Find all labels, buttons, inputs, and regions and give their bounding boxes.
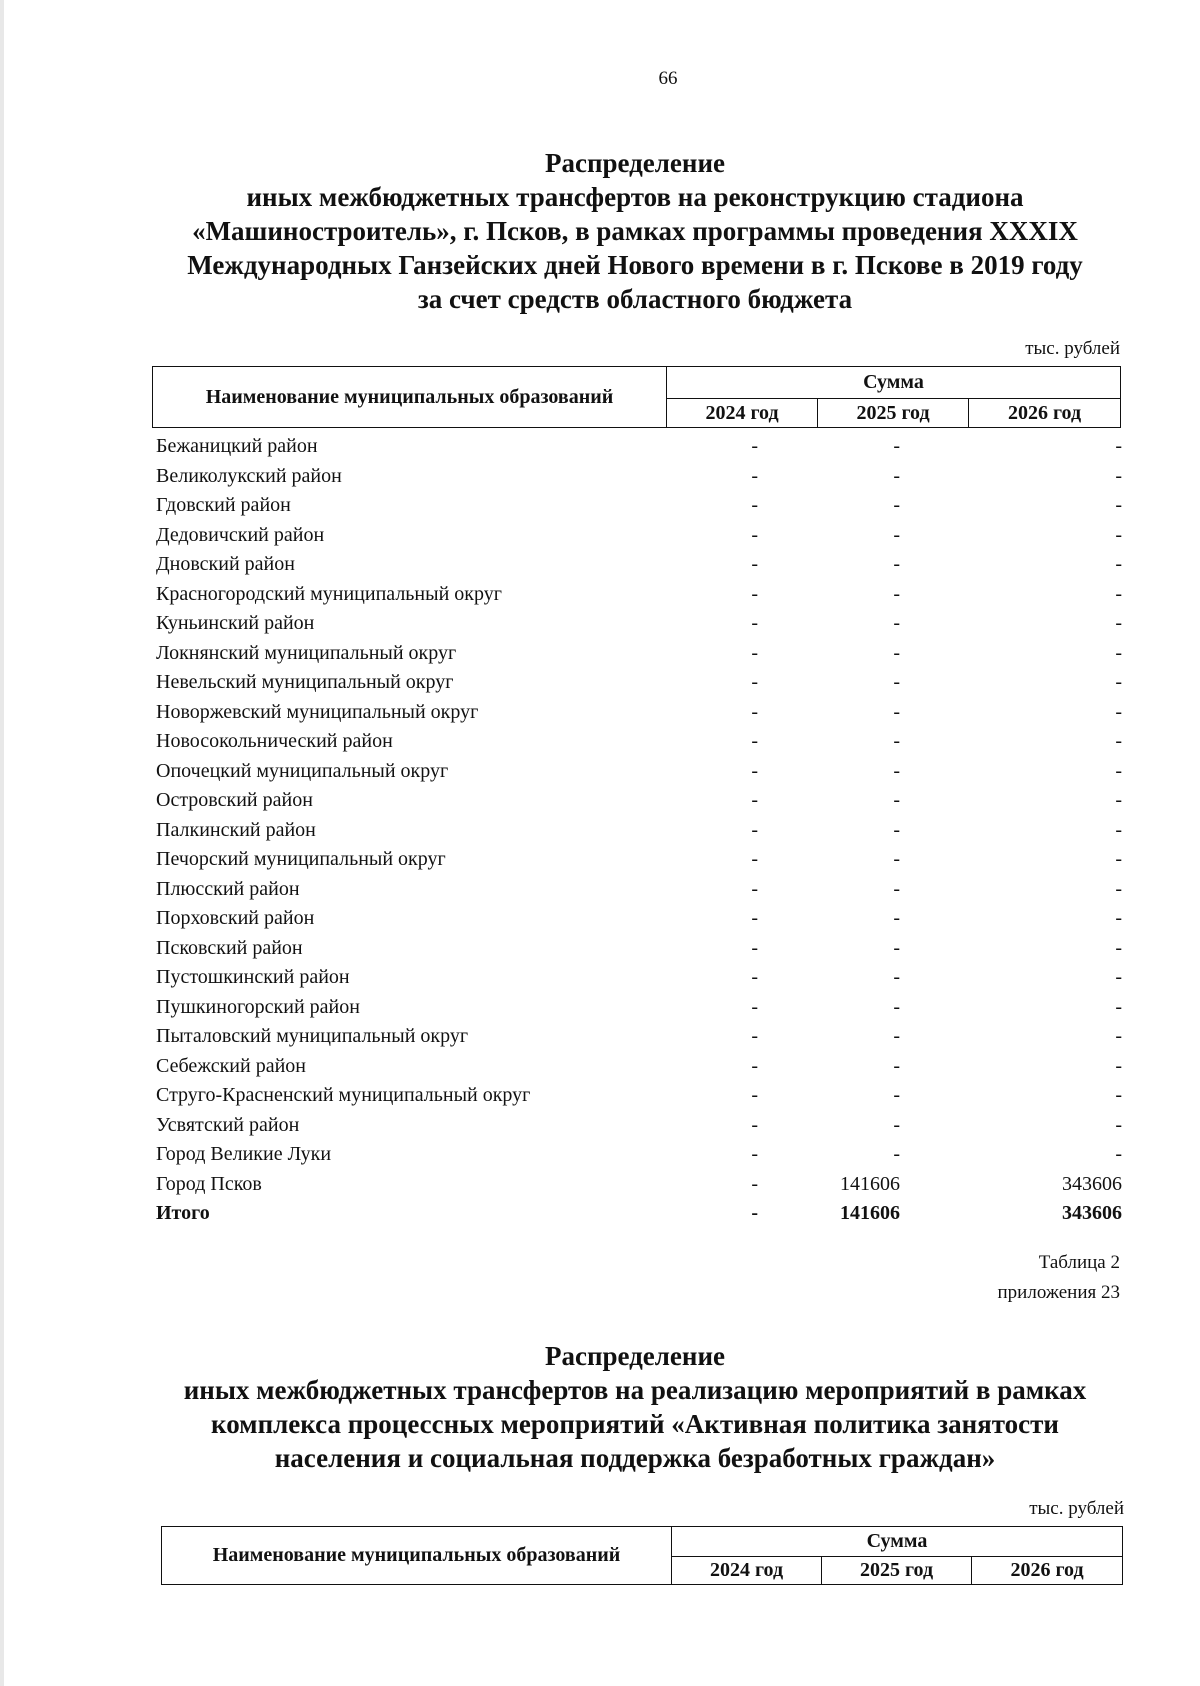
value-2026: - [1115,612,1122,634]
value-2025: - [893,612,900,634]
value-2026: - [1115,1113,1122,1136]
value-2024: - [751,907,758,929]
table-row [156,580,1122,610]
table1-body [156,432,1122,1229]
municipality-name: Пустошкинский район [156,966,350,988]
value-2024: - [751,1202,758,1224]
header-year-2026: 2026 год [969,399,1121,428]
value-2025: - [893,464,900,487]
value-2024: - [751,759,758,782]
value-2024: - [751,818,758,841]
table2-unit: тыс. рублей [1029,1498,1124,1519]
municipality-name: Локнянский муниципальный округ [156,641,457,664]
municipality-name: Островский район [156,789,313,811]
value-2024: - [751,1054,758,1077]
value-2026: - [1115,1084,1122,1106]
table2-note [998,1248,1120,1308]
municipality-name: Усвятский район [156,1113,300,1136]
table-row [156,993,1122,1023]
municipality-name: Город Псков [156,1172,262,1195]
value-2024: - [751,1143,758,1165]
value-2024: - [751,464,758,487]
table-row [156,786,1122,816]
municipality-name: Новоржевский муниципальный округ [156,700,479,723]
value-2026: - [1115,936,1122,959]
value-2025: 141606 [840,1172,900,1195]
table1-title-line: за счет средств областного бюджета [417,284,853,314]
value-2025: - [893,907,900,929]
value-2025: - [893,936,900,959]
value-2026: - [1115,582,1122,605]
value-2024: - [751,789,758,811]
value-2025: - [893,995,900,1018]
table-row [156,521,1122,551]
value-2024: - [751,936,758,959]
table-row [156,1052,1122,1082]
table-row [156,816,1122,846]
value-2024: - [751,848,758,870]
table-row [156,845,1122,875]
value-2024: - [751,966,758,988]
municipality-name: Дедовичский район [156,523,325,546]
value-2024: - [751,700,758,723]
value-2024: - [751,1113,758,1136]
value-2024: - [751,494,758,516]
municipality-name: Палкинский район [156,818,316,841]
value-2025: - [893,789,900,811]
municipality-name: Опочецкий муниципальный округ [156,759,449,782]
table-row [156,491,1122,521]
municipality-name: Дновский район [156,553,295,575]
municipality-name: Невельский муниципальный округ [156,671,454,693]
value-2026: - [1115,877,1122,900]
value-2025: - [893,1143,900,1165]
table-row [156,1140,1122,1170]
table-row [156,1081,1122,1111]
value-2026: - [1115,553,1122,575]
value-2024: - [751,553,758,575]
header-year-2025: 2025 год [822,1557,972,1585]
value-2024: - [751,435,758,457]
value-2026: - [1115,700,1122,723]
total-row [156,1199,1122,1229]
value-2024: - [751,523,758,546]
table2-title-line: населения и социальная поддержка безработных граждан» [274,1443,996,1473]
municipality-name: Пыталовский муниципальный округ [156,1025,469,1047]
value-2026: 343606 [1062,1172,1122,1195]
municipality-name: Пушкиногорский район [156,995,360,1018]
municipality-name: Куньинский район [156,612,315,634]
value-2026: - [1115,1143,1122,1165]
value-2025: - [893,1084,900,1106]
table1-title-line: иных межбюджетных трансфертов на реконструкцию стадиона [246,182,1024,212]
value-2025: - [893,435,900,457]
value-2025: - [893,700,900,723]
value-2026: - [1115,789,1122,811]
value-2026: - [1115,848,1122,870]
table1-title-line: «Машиностроитель», г. Псков, в рамках программы проведения XXXIX [192,216,1078,246]
table-row [156,1170,1122,1200]
municipality-name: Струго-Красненский муниципальный округ [156,1084,531,1106]
value-2025: - [893,730,900,752]
value-2025: 141606 [840,1202,900,1224]
value-2025: - [893,848,900,870]
header-year-2024: 2024 год [672,1557,822,1585]
table-row [156,904,1122,934]
value-2025: - [893,671,900,693]
value-2026: - [1115,671,1122,693]
value-2024: - [751,877,758,900]
appendix-label: приложения 23 [997,1282,1120,1303]
value-2026: - [1115,907,1122,929]
value-2026: - [1115,435,1122,457]
municipality-name: Великолукский район [156,464,342,487]
table-row [156,727,1122,757]
value-2026: - [1115,730,1122,752]
value-2024: - [751,1084,758,1106]
value-2025: - [893,966,900,988]
table2-title-line: комплекса процессных мероприятий «Активная политика занятости [211,1409,1059,1439]
value-2026: - [1115,1025,1122,1047]
table-row [156,639,1122,669]
value-2025: - [893,1025,900,1047]
table2-label: Таблица 2 [1038,1252,1120,1273]
value-2024: - [751,1025,758,1047]
value-2025: - [893,523,900,546]
value-2026: - [1115,995,1122,1018]
table2-header [161,1526,1123,1585]
municipality-name: Псковский район [156,936,303,959]
table-row [156,462,1122,492]
municipality-name: Порховский район [156,907,315,929]
header-year-2025: 2025 год [818,399,969,428]
table-row [156,1022,1122,1052]
value-2025: - [893,582,900,605]
table2-title-line: иных межбюджетных трансфертов на реализацию мероприятий в рамках [183,1375,1087,1405]
municipality-name: Плюсский район [156,877,300,900]
total-label: Итого [156,1202,210,1224]
table-row [156,1111,1122,1141]
table-row [156,609,1122,639]
page-number: 66 [658,68,678,89]
value-2026: - [1115,818,1122,841]
municipality-name: Красногородский муниципальный округ [156,582,502,605]
value-2024: - [751,671,758,693]
value-2025: - [893,1113,900,1136]
header-sum-column: Сумма [672,1527,1123,1557]
header-sum-column: Сумма [667,367,1121,399]
value-2026: 343606 [1062,1202,1122,1224]
table1-title [150,146,1120,316]
header-name-column: Наименование муниципальных образований [162,1527,672,1585]
value-2024: - [751,641,758,664]
municipality-name: Печорский муниципальный округ [156,848,446,870]
value-2026: - [1115,641,1122,664]
table2-title [150,1339,1120,1475]
table-row [156,757,1122,787]
value-2025: - [893,641,900,664]
table-row [156,875,1122,905]
table1-title-line: Распределение [544,148,726,178]
value-2026: - [1115,759,1122,782]
table-row [156,698,1122,728]
value-2024: - [751,1172,758,1195]
table-row [156,963,1122,993]
value-2024: - [751,995,758,1018]
table-row [156,668,1122,698]
table-row [156,550,1122,580]
value-2025: - [893,759,900,782]
value-2025: - [893,553,900,575]
table2-title-line: Распределение [544,1341,726,1371]
value-2025: - [893,1054,900,1077]
municipality-name: Город Великие Луки [156,1143,332,1165]
value-2026: - [1115,966,1122,988]
value-2024: - [751,612,758,634]
municipality-name: Себежский район [156,1054,306,1077]
scan-edge [0,0,4,1686]
value-2026: - [1115,1054,1122,1077]
municipality-name: Бежаницкий район [156,435,318,457]
value-2026: - [1115,523,1122,546]
municipality-name: Новосокольнический район [156,730,393,752]
value-2025: - [893,818,900,841]
value-2025: - [893,877,900,900]
municipality-name: Гдовский район [156,494,291,516]
table-row [156,432,1122,462]
header-name-column: Наименование муниципальных образований [153,367,667,428]
value-2026: - [1115,464,1122,487]
header-year-2026: 2026 год [972,1557,1123,1585]
value-2024: - [751,730,758,752]
value-2024: - [751,582,758,605]
value-2025: - [893,494,900,516]
table1-header [152,366,1121,428]
header-year-2024: 2024 год [667,399,818,428]
table1-title-line: Международных Ганзейских дней Нового времени в г. Пскове в 2019 году [187,250,1083,280]
table1-unit: тыс. рублей [1025,338,1120,359]
table-row [156,934,1122,964]
value-2026: - [1115,494,1122,516]
